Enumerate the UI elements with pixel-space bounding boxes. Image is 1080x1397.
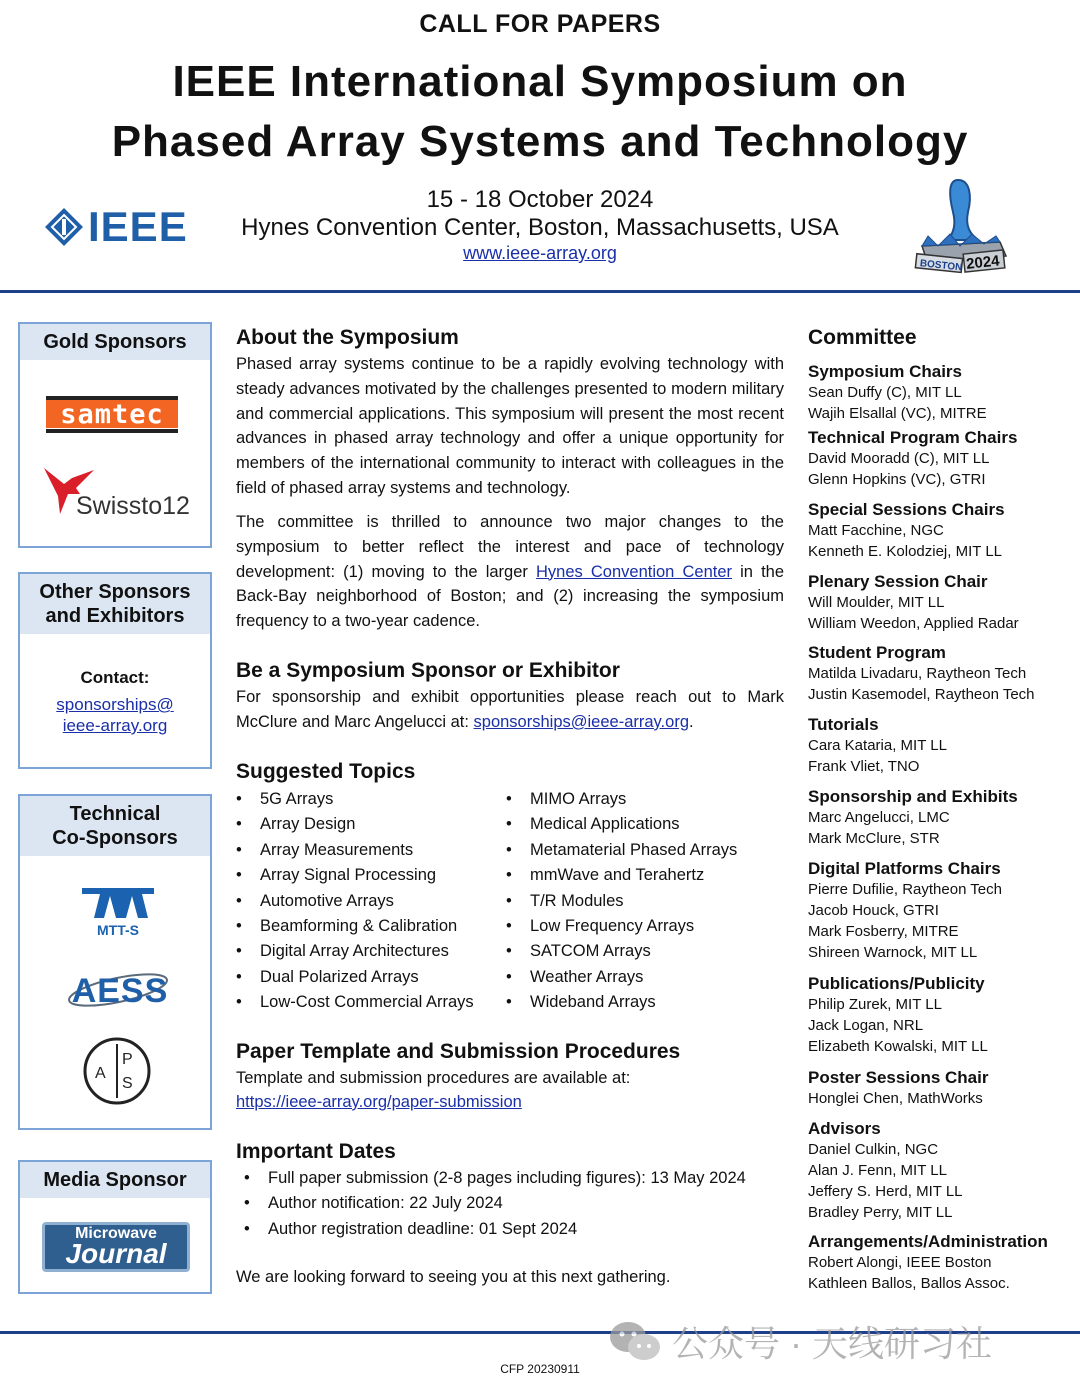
topic-item: • Dual Polarized Arrays	[236, 967, 419, 986]
hynes-link[interactable]: Hynes Convention Center	[536, 562, 732, 581]
committee-group: Plenary Session Chair Will Moulder, MIT LL William Weedon, Applied Radar	[808, 572, 1019, 632]
wechat-watermark: 公众号 · 天线研习社	[608, 1316, 1058, 1366]
topic-item: • MIMO Arrays	[506, 790, 627, 808]
important-dates-heading: Important Dates	[236, 1140, 396, 1163]
topic-item: • Beamforming & Calibration	[236, 917, 458, 936]
technical-cosponsors-box	[18, 794, 212, 1130]
event-venue: Hynes Convention Center, Boston, Massachusetts, USA	[241, 214, 839, 241]
committee-group: Tutorials Cara Kataria, MIT LL Frank Vliet, TNO	[808, 715, 947, 775]
submission-heading: Paper Template and Submission Procedures	[236, 1040, 681, 1063]
wechat-icon	[608, 1319, 662, 1363]
topic-item: • Array Design	[236, 815, 356, 834]
topic-item: • Low Frequency Arrays	[506, 917, 695, 936]
topic-item: • 5G Arrays	[236, 790, 334, 808]
topics-list-left	[236, 787, 506, 1016]
ieee-wordmark: IEEE	[88, 203, 188, 250]
mtt-s-logo: MTT-S	[80, 884, 156, 940]
committee-group: Digital Platforms Chairs Pierre Dufilie, Raytheon Tech Jacob Houck, GTRI Mark Fosberry, MITRE Shireen Warnock, MIT LL	[808, 859, 1002, 961]
aess-logo: AESS	[60, 962, 180, 1018]
date-item: • Full paper submission (2-8 pages including figures): 13 May 2024	[244, 1169, 746, 1187]
gold-sponsors-box	[18, 322, 212, 548]
boston-2024-logo	[908, 176, 1014, 284]
committee-group: Publications/Publicity Philip Zurek, MIT LL Jack Logan, NRL Elizabeth Kowalski, MIT LL	[808, 974, 988, 1055]
submission-text: Template and submission procedures are available at:	[236, 1069, 631, 1087]
about-heading: About the Symposium	[236, 326, 459, 349]
other-sponsors-box	[18, 572, 212, 769]
closing-text: We are looking forward to seeing you at this next gathering.	[236, 1268, 671, 1286]
contact-email-line-1[interactable]: sponsorships@	[56, 695, 174, 714]
topic-item: • Automotive Arrays	[236, 891, 394, 910]
committee-group: Student Program Matilda Livadaru, Raytheon Tech Justin Kasemodel, Raytheon Tech	[808, 643, 1035, 703]
topics-heading: Suggested Topics	[236, 760, 416, 783]
sponsorship-email-link[interactable]: sponsorships@ieee-array.org	[473, 712, 689, 731]
committee-group: Sponsorship and Exhibits Marc Angelucci, LMC Mark McClure, STR	[808, 787, 1018, 847]
topic-item: • Array Signal Processing	[236, 866, 437, 885]
about-paragraph-1: Phased array systems continue to be a rapidly evolving technology with steady advances motivated by the challenges presented to modern military and commercial applications. This symposium will present the most recent advances in phased array technology and offer a unique opportunity for members of the international community to interact with colleagues in the field of phased array systems and technology.	[236, 355, 784, 497]
topic-item: • Array Measurements	[236, 840, 414, 859]
topic-item: • Medical Applications	[506, 815, 680, 834]
call-for-papers-label: CALL FOR PAPERS	[419, 10, 661, 38]
title-line-2: Phased Array Systems and Technology	[111, 117, 969, 166]
topic-item: • T/R Modules	[506, 891, 624, 910]
website-link[interactable]: www.ieee-array.org	[463, 243, 617, 263]
samtec-logo: samtec	[46, 396, 178, 434]
media-sponsor-title: Media Sponsor	[20, 1162, 210, 1198]
committee-group: Poster Sessions Chair Honglei Chen, MathWorks	[808, 1068, 989, 1107]
topics-list-right	[506, 787, 786, 1016]
committee-group: Advisors Daniel Culkin, NGC Alan J. Fenn, MIT LL Jeffery S. Herd, MIT LL Bradley Perry, MIT LL	[808, 1119, 963, 1221]
svg-text:BOSTON: BOSTON	[919, 258, 963, 274]
title-line-1: IEEE International Symposium on	[172, 57, 908, 106]
date-item: • Author notification: 22 July 2024	[244, 1194, 503, 1213]
topic-item: • Low-Cost Commercial Arrays	[236, 993, 474, 1012]
topic-item: • Wideband Arrays	[506, 993, 656, 1012]
tech-cosponsors-title-1: Technical	[69, 803, 161, 825]
header-divider	[0, 290, 1080, 293]
submission-link[interactable]: https://ieee-array.org/paper-submission	[236, 1093, 522, 1111]
topic-item: • Metamaterial Phased Arrays	[506, 840, 738, 859]
swissto12-logo: Swissto12	[42, 464, 202, 526]
svg-text:2024: 2024	[965, 252, 1001, 273]
aps-icon	[82, 1036, 152, 1106]
tech-cosponsors-title-2: Co-Sponsors	[52, 827, 178, 849]
about-paragraph-2: The committee is thrilled to announce two major changes to the symposium to better reflect the interest and pace of technology development: (1) moving to the larger Hynes Convention Center in the Back-Bay neighborhood of Boston; and (2) increasing the symposium frequency to a two-year cadence.	[236, 513, 785, 631]
topic-item: • SATCOM Arrays	[506, 942, 651, 961]
svg-text:P: P	[122, 1051, 133, 1068]
topic-item: • Weather Arrays	[506, 967, 644, 986]
topic-item: • Digital Array Architectures	[236, 942, 449, 961]
media-sponsor-box	[18, 1160, 212, 1294]
important-dates-list	[244, 1166, 804, 1242]
contact-label: Contact:	[80, 668, 150, 687]
committee-group: Symposium Chairs Sean Duffy (C), MIT LL Wajih Elsallal (VC), MITRE	[808, 362, 987, 422]
svg-text:S: S	[122, 1075, 133, 1092]
microwave-journal-logo: Microwave Journal	[42, 1222, 190, 1272]
topic-item: • mmWave and Terahertz	[506, 866, 705, 885]
sponsor-paragraph: For sponsorship and exhibit opportunities please reach out to Mark McClure and Marc Angelucci at: sponsorships@ieee-array.org.	[236, 688, 784, 731]
event-dates: 15 - 18 October 2024	[426, 186, 654, 213]
committee-group: Technical Program Chairs David Mooradd (C), MIT LL Glenn Hopkins (VC), GTRI	[808, 428, 1018, 488]
date-item: • Author registration deadline: 01 Sept 2024	[244, 1219, 578, 1238]
cfp-code: CFP 20230911	[500, 1362, 580, 1376]
ieee-logo	[44, 203, 189, 251]
committee-group: Arrangements/Administration Robert Alongi, IEEE Boston Kathleen Ballos, Ballos Assoc.	[808, 1232, 1048, 1292]
mtt-s-icon	[80, 884, 156, 922]
svg-text:A: A	[95, 1065, 106, 1082]
ieee-diamond-icon	[44, 207, 84, 247]
other-sponsors-title-1: Other Sponsors	[39, 581, 191, 603]
committee-group: Special Sessions Chairs Matt Facchine, NGC Kenneth E. Kolodziej, MIT LL	[808, 500, 1005, 560]
aps-logo	[82, 1036, 152, 1106]
other-sponsors-title-2: and Exhibitors	[45, 605, 185, 627]
gold-sponsors-title: Gold Sponsors	[20, 324, 210, 360]
committee-heading: Committee	[808, 326, 917, 349]
contact-email-line-2[interactable]: ieee-array.org	[62, 716, 168, 735]
sponsor-heading: Be a Symposium Sponsor or Exhibitor	[236, 659, 620, 682]
